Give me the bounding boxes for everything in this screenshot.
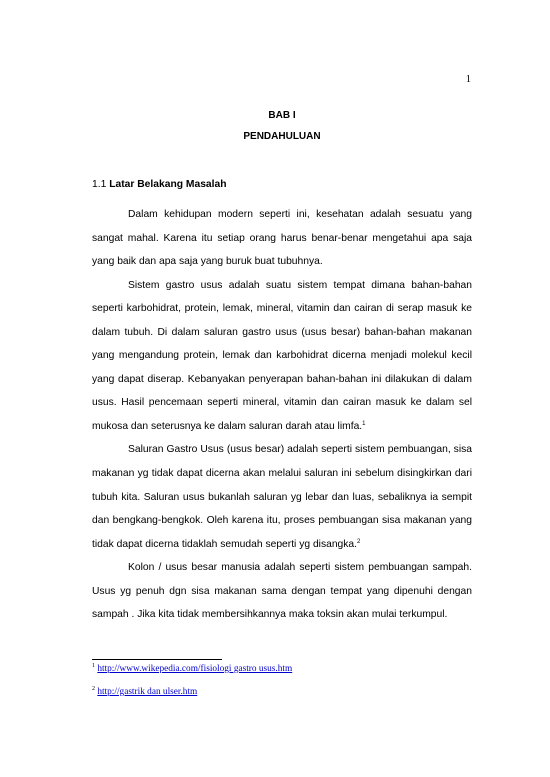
chapter-label: BAB I (268, 110, 296, 121)
section-heading (92, 179, 227, 190)
paragraph-2: Sistem gastro usus adalah suatu sistem tempat dimana bahan-bahan seperti karbohidrat, protein, lemak, mineral, vitamin dan cairan di serap masuk ke dalam tubuh. Di dalam saluran gastro usus (usus besar) bahan-bahan makanan yang mengandung protein, lemak dan karbohidrat dicerna menjadi molekul kecil yang dapat diserap. Kebanyakan penyerapan bahan-bahan ini dilakukan di dalam usus. Hasil pencemaan seperti mineral, vitamin dan cairan masuk ke dalam sel mukosa dan seterusnya ke dalam saluran darah atau limfa.$^1$ (92, 279, 472, 432)
footnote-1: $^1$ http://www.wikepedia.com/fisiologi gastro usus.htm (92, 663, 293, 674)
footnote-2: $^2$ http://gastrik dan ulser.htm (92, 686, 198, 697)
section-number: 1.1 (92, 179, 107, 190)
paragraph-4: Kolon / usus besar manusia adalah seperti sistem pembuangan sampah. Usus yg penuh dgn sisa makanan sama dengan tempat yang dipenuhi dengan sampah . Jika kita tidak membersihkannya maka toksin akan mulai terkumpul. (92, 562, 472, 621)
footnote-1-link[interactable]: http://www.wikepedia.com/fisiologi gastro usus.htm (97, 664, 293, 674)
paragraph-1: Dalam kehidupan modern seperti ini, kesehatan adalah sesuatu yang sangat mahal. Karena itu setiap orang harus benar-benar mengetahui apa saja yang baik dan apa saja yang buruk buat tubuhnya. (92, 209, 472, 268)
footnote-ref-2: 2 (357, 538, 361, 545)
section-title: Latar Belakang Masalah (109, 179, 227, 190)
chapter-title: PENDAHULUAN (243, 131, 321, 142)
footnote-separator (92, 659, 222, 660)
body-text (92, 203, 472, 627)
page-number: 1 (465, 74, 471, 85)
footnote-2-link[interactable]: http://gastrik dan ulser.htm (97, 687, 198, 697)
paragraph-3: Saluran Gastro Usus (usus besar) adalah seperti sistem pembuangan, sisa makanan yg tidak dapat dicerna akan melalui saluran ini sebelum disingkirkan dari tubuh kita. Saluran usus bukanlah saluran yg lebar dan luas, sebaliknya ia sempit dan bengkang-bengkok. Oleh karena itu, proses pembuangan sisa makanan yang tidak dapat dicerna tidaklah semudah seperti yg disangka.$^2$ (92, 444, 472, 550)
footnote-ref-1: 1 (362, 420, 366, 427)
